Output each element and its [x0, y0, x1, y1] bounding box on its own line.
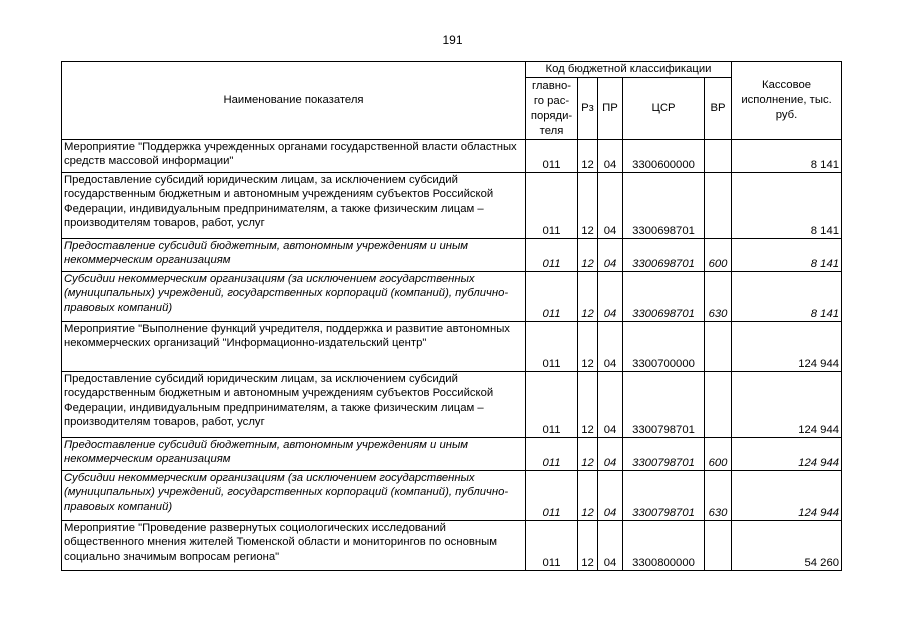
table-row: [62, 372, 842, 438]
row-name: Мероприятие "Выполнение функций учредителя, поддержка и развитие автономных некоммерческих организаций "Информационно-издательский центр": [62, 322, 526, 372]
row-name: Субсидии некоммерческим организациям (за исключением государственных (муниципальных) учреждений, государственных корпораций (компаний), публично-правовых компаний): [62, 272, 526, 322]
row-name: Предоставление субсидий юридическим лицам, за исключением субсидий государственным бюджетным и автономным учреждениям субъектов Российской Федерации, индивидуальным предпринимателям, а также физическим лицам – производителям товаров, работ, услуг: [62, 372, 526, 438]
table-header: [62, 62, 842, 140]
row-vr: 630: [705, 471, 732, 521]
header-amount: Кассовое исполнение, тыс. руб.: [732, 62, 842, 140]
row-rz: 12: [578, 140, 598, 173]
row-pr: 04: [598, 438, 623, 471]
row-amount: 54 260: [732, 521, 842, 571]
row-rz: 12: [578, 438, 598, 471]
header-name: Наименование показателя: [62, 62, 526, 140]
row-rz: 12: [578, 272, 598, 322]
row-name: Мероприятие "Поддержка учрежденных органами государственной власти областных средств массовой информации": [62, 140, 526, 173]
row-amount: 8 141: [732, 272, 842, 322]
page-number: 191: [442, 33, 463, 47]
row-pr: 04: [598, 173, 623, 239]
table-row: [62, 438, 842, 471]
row-glavn: 011: [526, 140, 578, 173]
table-row: [62, 140, 842, 173]
header-rz: Рз: [578, 78, 598, 140]
row-amount: 124 944: [732, 372, 842, 438]
row-pr: 04: [598, 140, 623, 173]
row-pr: 04: [598, 322, 623, 372]
row-name: Предоставление субсидий бюджетным, автономным учреждениям и иным некоммерческим организациям: [62, 438, 526, 471]
header-classification: Код бюджетной классификации: [526, 62, 732, 78]
row-glavn: 011: [526, 471, 578, 521]
row-rz: 12: [578, 372, 598, 438]
row-glavn: 011: [526, 173, 578, 239]
row-csr: 3300700000: [623, 322, 705, 372]
header-csr: ЦСР: [623, 78, 705, 140]
row-csr: 3300798701: [623, 372, 705, 438]
row-csr: 3300798701: [623, 438, 705, 471]
row-csr: 3300798701: [623, 471, 705, 521]
table-row: [62, 521, 842, 571]
row-name: Мероприятие "Проведение развернутых социологических исследований общественного мнения жителей Тюменской области и мониторингов по основным социально значимым вопросам региона": [62, 521, 526, 571]
row-pr: 04: [598, 239, 623, 272]
row-glavn: 011: [526, 239, 578, 272]
row-glavn: 011: [526, 272, 578, 322]
row-amount: 8 141: [732, 140, 842, 173]
header-pr: ПР: [598, 78, 623, 140]
header-vr: ВР: [705, 78, 732, 140]
row-rz: 12: [578, 173, 598, 239]
row-pr: 04: [598, 272, 623, 322]
row-name: Предоставление субсидий бюджетным, автономным учреждениям и иным некоммерческим организациям: [62, 239, 526, 272]
row-glavn: 011: [526, 372, 578, 438]
row-csr: 3300698701: [623, 239, 705, 272]
row-rz: 12: [578, 521, 598, 571]
row-pr: 04: [598, 471, 623, 521]
row-vr: [705, 140, 732, 173]
row-amount: 8 141: [732, 173, 842, 239]
row-vr: [705, 322, 732, 372]
table-row: [62, 173, 842, 239]
row-vr: 630: [705, 272, 732, 322]
table-body: [62, 140, 842, 571]
row-vr: 600: [705, 438, 732, 471]
row-vr: [705, 372, 732, 438]
row-name: Предоставление субсидий юридическим лицам, за исключением субсидий государственным бюджетным и автономным учреждениям субъектов Российской Федерации, индивидуальным предпринимателям, а также физическим лицам – производителям товаров, работ, услуг: [62, 173, 526, 239]
row-amount: 124 944: [732, 471, 842, 521]
row-csr: 3300698701: [623, 173, 705, 239]
row-pr: 04: [598, 521, 623, 571]
row-vr: [705, 173, 732, 239]
row-vr: 600: [705, 239, 732, 272]
row-vr: [705, 521, 732, 571]
row-csr: 3300698701: [623, 272, 705, 322]
table-row: [62, 322, 842, 372]
header-glavn: главно-го рас-поряди-теля: [526, 78, 578, 140]
table-row: [62, 471, 842, 521]
row-amount: 124 944: [732, 438, 842, 471]
row-pr: 04: [598, 372, 623, 438]
budget-execution-table: [61, 61, 842, 571]
row-csr: 3300800000: [623, 521, 705, 571]
row-rz: 12: [578, 471, 598, 521]
row-glavn: 011: [526, 521, 578, 571]
row-csr: 3300600000: [623, 140, 705, 173]
row-rz: 12: [578, 322, 598, 372]
row-glavn: 011: [526, 322, 578, 372]
row-glavn: 011: [526, 438, 578, 471]
row-name: Субсидии некоммерческим организациям (за исключением государственных (муниципальных) учреждений, государственных корпораций (компаний), публично-правовых компаний): [62, 471, 526, 521]
row-amount: 8 141: [732, 239, 842, 272]
table-row: [62, 272, 842, 322]
row-amount: 124 944: [732, 322, 842, 372]
row-rz: 12: [578, 239, 598, 272]
table-row: [62, 239, 842, 272]
